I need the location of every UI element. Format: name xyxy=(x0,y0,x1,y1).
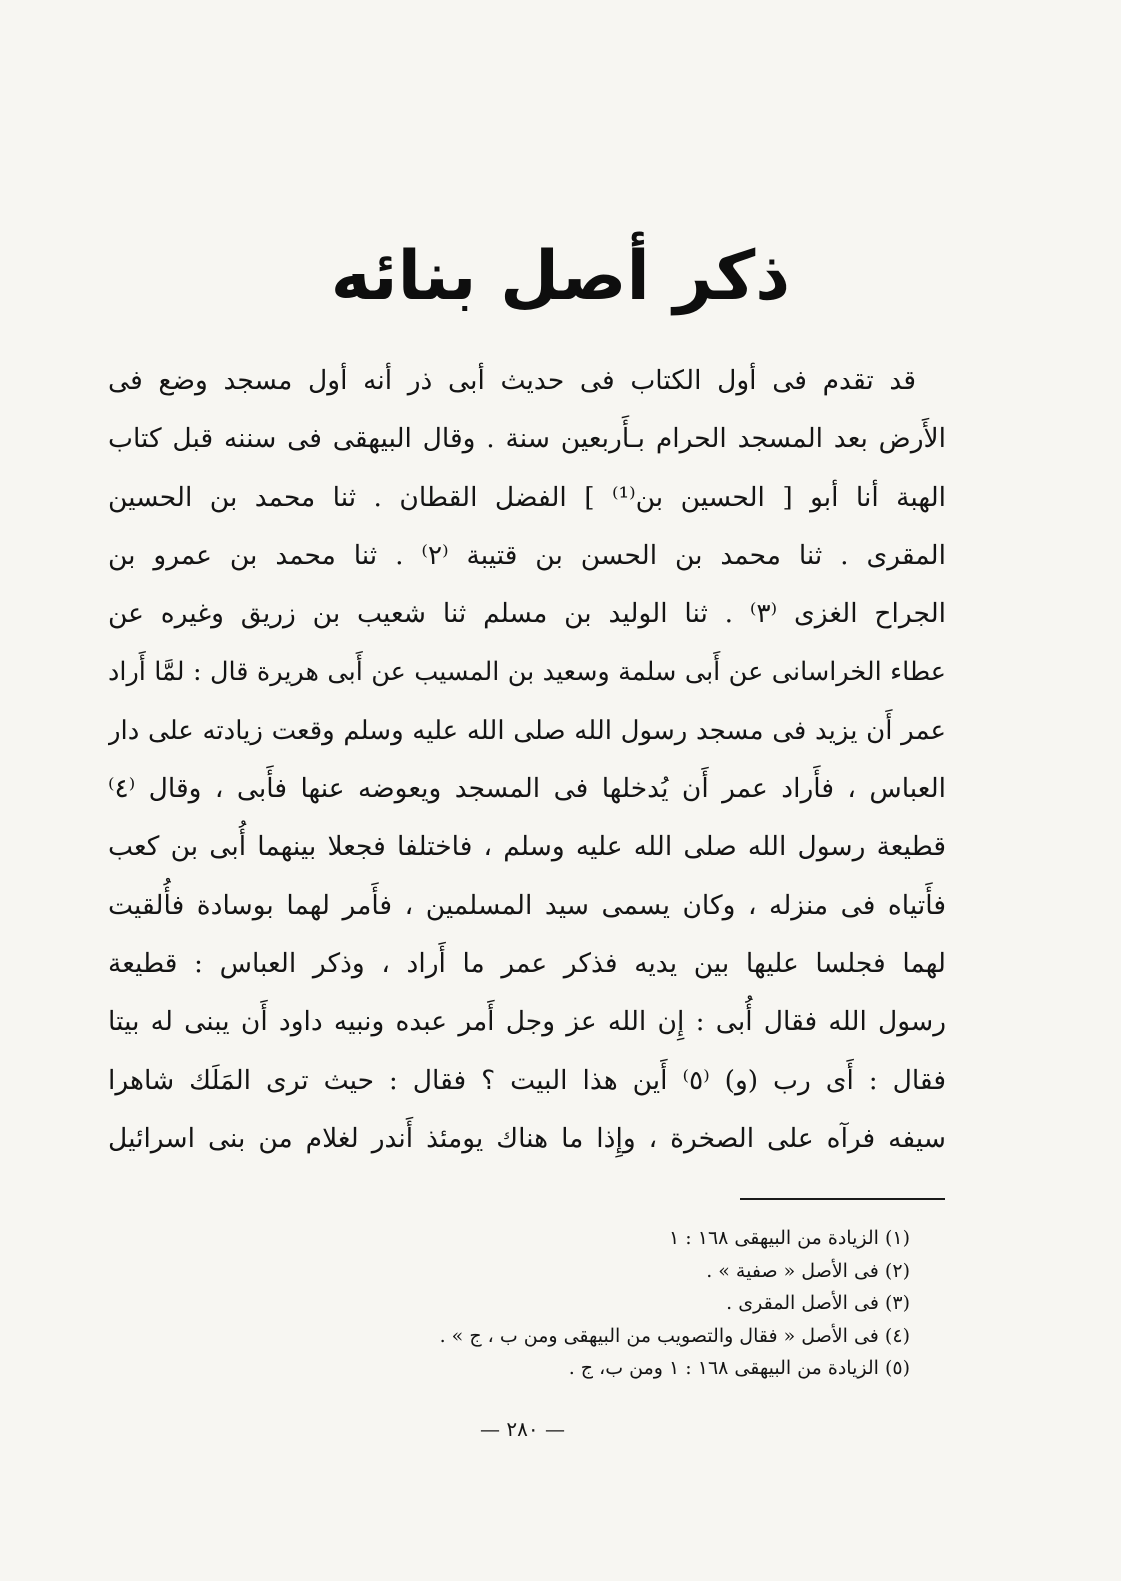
body-line-3: الهبة أنا أبو [ الحسين بن⁽¹⁾ ] الفضل القطان . ثنا محمد بن الحسين xyxy=(108,481,946,513)
body-line-13: فقال : أَى رب (و) ⁽٥⁾ أَين هذا البيت ؟ فقال : حيث ترى المَلَك شاهرا xyxy=(108,1064,946,1096)
body-line-9: قطيعة رسول الله صلى الله عليه وسلم ، فاختلفا فجعلا بينهما أُبى بن كعب xyxy=(108,831,946,863)
body-line-12: رسول الله فقال أُبى : إِن الله عز وجل أَمر عبده ونبيه داود أَن يبنى له بيتا xyxy=(108,1006,946,1038)
body-line-11: لهما فجلسا عليها بين يديه فذكر عمر ما أَراد ، وذكر العباس : قطيعة xyxy=(108,947,946,979)
body-line-10: فأَتياه فى منزله ، وكان يسمى سيد المسلمين ، فأَمر لهما بوسادة فأُلقيت xyxy=(108,889,946,921)
chapter-heading: ذكر أصل بنائه xyxy=(330,237,791,316)
body-line-6: عطاء الخراسانى عن أَبى سلمة وسعيد بن المسيب عن أَبى هريرة قال : لمَّا أَراد xyxy=(108,657,946,688)
footnote-4: (٤) فى الأصل « فقال والتصويب من البيهقى ومن ب ، ج » . xyxy=(439,1324,910,1347)
body-line-7: عمر أَن يزيد فى مسجد رسول الله صلى الله عليه وسلم وقعت زيادته على دار xyxy=(108,715,946,746)
footnote-3: (٣) فى الأصل المقرى . xyxy=(726,1292,910,1314)
body-line-14: سيفه فرآه على الصخرة ، وإِذا ما هناك يومئذ أَندر لغلام من بنى اسرائيل xyxy=(108,1122,946,1154)
body-line-2: الأَرض بعد المسجد الحرام بـأَربعين سنة . وقال البيهقى فى سننه قبل كتاب xyxy=(108,423,946,455)
body-line-4: المقرى . ثنا محمد بن الحسن بن قتيبة ⁽٢⁾ . ثنا محمد بن عمرو بن xyxy=(108,539,946,571)
page-number: — ٢٨٠ — xyxy=(480,1417,565,1441)
footnote-1: (١) الزيادة من البيهقى ١٦٨ : ١ xyxy=(669,1227,910,1249)
footnotes xyxy=(300,1222,910,1385)
body-text xyxy=(108,352,946,1168)
body-line-1: قد تقدم فى أول الكتاب فى حديث أبى ذر أنه أول مسجد وضع فى xyxy=(108,365,916,396)
body-line-8: العباس ، فأَراد عمر أَن يُدخلها فى المسجد ويعوضه عنها فأَبى ، وقال ⁽٤⁾ xyxy=(108,773,946,805)
body-line-5: الجراح الغزى ⁽٣⁾ . ثنا الوليد بن مسلم ثنا شعيب بن زريق وغيره عن xyxy=(108,598,946,630)
footnote-5: (٥) الزيادة من البيهقى ١٦٨ : ١ ومن ب، ج . xyxy=(568,1357,910,1379)
footnote-separator xyxy=(740,1198,945,1200)
footnote-2: (٢) فى الأصل « صفية » . xyxy=(706,1259,910,1282)
